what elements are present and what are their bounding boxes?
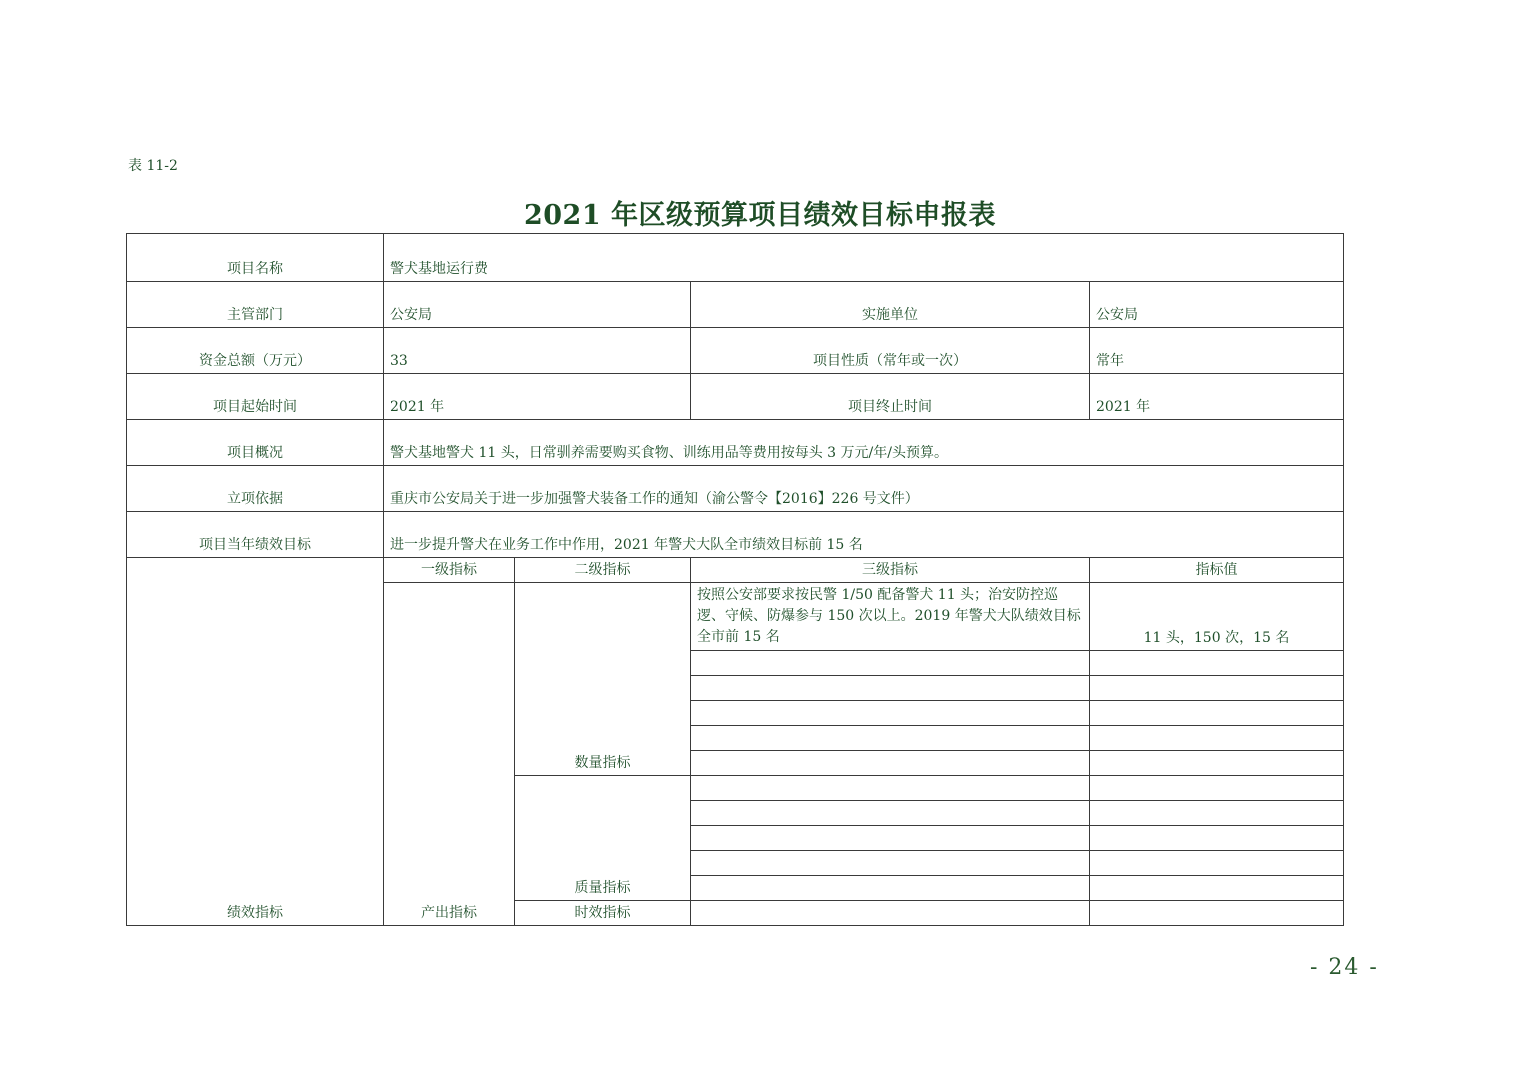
empty-cell (691, 751, 1090, 776)
label-basis: 立项依据 (127, 466, 384, 512)
empty-cell (691, 801, 1090, 826)
table-number: 表 11-2 (128, 158, 178, 174)
value-start-time: 2021 年 (384, 374, 691, 420)
empty-cell (691, 726, 1090, 751)
label-quality-indicators: 质量指标 (515, 776, 691, 901)
quantity-value: 11 头，150 次，15 名 (1090, 583, 1344, 651)
empty-cell (691, 676, 1090, 701)
label-dept: 主管部门 (127, 282, 384, 328)
empty-cell (1090, 676, 1344, 701)
quantity-level3-text (691, 583, 1090, 651)
value-impl-unit: 公安局 (1090, 282, 1344, 328)
empty-cell (691, 826, 1090, 851)
performance-form-table (126, 233, 1344, 926)
empty-cell (1090, 901, 1344, 926)
value-basis: 重庆市公安局关于进一步加强警犬装备工作的通知（渝公警令【2016】226 号文件） (384, 466, 1344, 512)
header-level2: 二级指标 (515, 558, 691, 583)
label-timeliness-indicators: 时效指标 (515, 901, 691, 926)
empty-cell (1090, 751, 1344, 776)
value-overview: 警犬基地警犬 11 头，日常驯养需要购买食物、训练用品等费用按每头 3 万元/年/头预算。 (384, 420, 1344, 466)
empty-cell (691, 876, 1090, 901)
label-project-nature: 项目性质（常年或一次） (691, 328, 1090, 374)
row-project-name (127, 234, 1344, 282)
value-fund: 33 (384, 328, 691, 374)
value-dept: 公安局 (384, 282, 691, 328)
row-fund (127, 328, 1344, 374)
value-project-nature: 常年 (1090, 328, 1344, 374)
label-goal: 项目当年绩效目标 (127, 512, 384, 558)
label-impl-unit: 实施单位 (691, 282, 1090, 328)
empty-cell (1090, 851, 1344, 876)
row-overview (127, 420, 1344, 466)
label-output-indicators: 产出指标 (384, 583, 515, 926)
empty-cell (1090, 776, 1344, 801)
document-title: 2021 年区级预算项目绩效目标申报表 (523, 200, 997, 231)
quantity-level3-label: 按照公安部要求按民警 1/50 配备警犬 11 头；治安防控巡逻、守候、防爆参与 150 次以上。2019 年警犬大队绩效目标全市前 15 名 (697, 587, 1081, 645)
empty-cell (1090, 876, 1344, 901)
empty-cell (1090, 826, 1344, 851)
empty-cell (1090, 651, 1344, 676)
row-basis (127, 466, 1344, 512)
label-fund: 资金总额（万元） (127, 328, 384, 374)
empty-cell (1090, 726, 1344, 751)
header-level3: 三级指标 (691, 558, 1090, 583)
header-value: 指标值 (1090, 558, 1344, 583)
label-overview: 项目概况 (127, 420, 384, 466)
empty-cell (691, 701, 1090, 726)
empty-cell (691, 901, 1090, 926)
label-quantity-indicators: 数量指标 (515, 583, 691, 776)
value-goal: 进一步提升警犬在业务工作中作用，2021 年警犬大队全市绩效目标前 15 名 (384, 512, 1344, 558)
empty-cell (691, 651, 1090, 676)
label-project-name: 项目名称 (127, 234, 384, 282)
row-indicator-header (127, 558, 1344, 583)
empty-cell (1090, 801, 1344, 826)
label-start-time: 项目起始时间 (127, 374, 384, 420)
value-project-name: 警犬基地运行费 (384, 234, 1344, 282)
label-end-time: 项目终止时间 (691, 374, 1090, 420)
row-goal (127, 512, 1344, 558)
empty-cell (1090, 701, 1344, 726)
page-number: - 24 - (1310, 955, 1379, 980)
row-dept (127, 282, 1344, 328)
label-performance-indicators: 绩效指标 (127, 558, 384, 926)
empty-cell (691, 851, 1090, 876)
empty-cell (691, 776, 1090, 801)
value-end-time: 2021 年 (1090, 374, 1344, 420)
header-level1: 一级指标 (384, 558, 515, 583)
row-time (127, 374, 1344, 420)
